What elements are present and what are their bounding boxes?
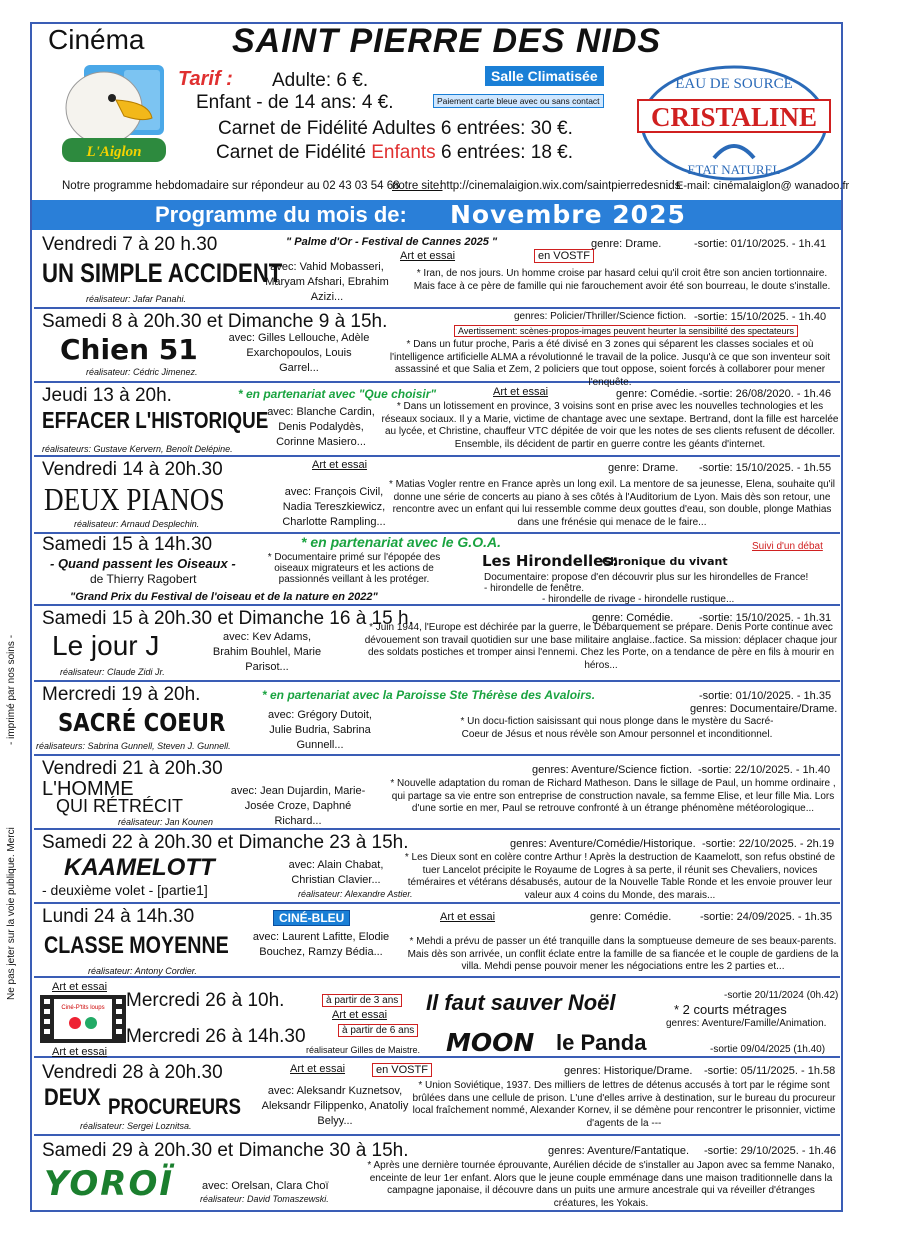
warning-badge: Avertissement: scènes-propos-images peuvent heurter la sensibilité des spectateurs [454, 325, 798, 337]
sponsor-name: CRISTALINE [650, 102, 818, 132]
film-director: réalisateur: Antony Cordier. [88, 966, 197, 976]
tag-vostf: en VOSTF [372, 1063, 432, 1077]
film-title: CLASSE MOYENNE [44, 932, 229, 959]
age-badge-6: à partir de 6 ans [338, 1024, 418, 1037]
film-cast: avec: Alain Chabat, Christian Clavier... [288, 859, 384, 886]
film-director: réalisateur: Arnaud Desplechin. [74, 519, 200, 529]
film-description: * Nouvelle adaptation du roman de Richard Matheson. Dans le sillage de Paul, un homme ordinaire , qui partage sa vie entre son entreprise de construction navale, sa femme Elise, et leur fille Mia. Lors d'une sortie en mer, Paul se retrouve confronté à un étrange phénomène météorologique... [390, 778, 836, 814]
tag-art-essai: Art et essai [312, 459, 368, 471]
film-cast: avec: Orelsan, Clara Choï [202, 1180, 329, 1192]
film-genre: genres: Aventure/Famille/Animation. [666, 1018, 827, 1029]
tag-art-essai: Art et essai [493, 386, 549, 398]
film-genre: genre: Comédie. [590, 911, 672, 923]
film-title: Le jour J [52, 630, 160, 661]
film-yoroi [34, 1136, 840, 1210]
film-date: Samedi 15 à 14h.30 [42, 534, 213, 555]
film-director: réalisateur: Jafar Panahi. [86, 294, 187, 304]
film-description: * Juin 1944, l'Europe est déchirée par la guerre, le Débarquement se prépare. Denis Porte continue avec dévouement son travail quotidien sur une base militaire anglaise..factice. Sa mission: déplacer chaque jour des soldats postiches et tromper ainsi l'ennemi. Chez les Porte, on a tendance de père en fils à mourir en héros... [364, 622, 838, 671]
film-date: Samedi 22 à 20h.30 et Dimanche 23 à 15h. [42, 832, 409, 853]
film-title-b: Les Hirondelles: [482, 552, 619, 570]
tag-debat: Suivi d'un débat [752, 541, 823, 552]
film-cast: avec: François Civil, Nadia Tereszkiewicz, Charlotte Rampling... [282, 486, 386, 528]
film-desc-b1: Documentaire: propose d'en découvrir plus sur les hirondelles de France! [484, 572, 809, 583]
film-title: DEUX PIANOS [44, 481, 225, 517]
film-genre: genres: Historique/Drame. [564, 1065, 693, 1077]
film-note: * en partenariat avec la Paroisse Ste Thérèse des Avaloirs. [262, 688, 596, 702]
carnet-adultes: Carnet de Fidélité Adultes 6 entrées: 30 €. [218, 118, 573, 139]
film-description: * Un docu-fiction saisissant qui nous plonge dans le mystère du Sacré-Coeur de Jésus et nous révèle son Amour personnel et inconditionnel. [460, 716, 774, 740]
film-cast: avec: Laurent Lafitte, Elodie Bouchez, Ramzy Bédia... [252, 931, 390, 958]
film-genre: genres: Aventure/Comédie/Historique. [510, 838, 696, 850]
film-date: Samedi 29 à 20h.30 et Dimanche 30 à 15h. [42, 1140, 409, 1161]
film-title-2b: le Panda [556, 1030, 647, 1055]
film-cast: avec: Jean Dujardin, Marie-Josée Croze, Daphné Richard... [230, 785, 366, 827]
film-note: " Palme d'Or - Festival de Cannes 2025 " [286, 236, 498, 248]
tag-left-art-essai-2: Art et essai [52, 1046, 108, 1058]
film-director: réalisateur: Cédric Jimenez. [86, 367, 198, 377]
film-title: - Quand passent les Oiseaux - [50, 556, 236, 571]
film-classe-moyenne [34, 904, 840, 978]
film-sortie: -sortie: 29/10/2025. - 1h.46 [704, 1145, 837, 1157]
film-note: * en partenariat avec le G.O.A. [301, 534, 501, 550]
programme-month: Novembre 2025 [450, 200, 686, 229]
film-director: réalisateur: David Tomaszewski. [200, 1194, 329, 1204]
film-cast: avec: Blanche Cardin, Denis Podalydès, Corinne Masiero... [267, 406, 375, 448]
film-genre: genre: Comédie. [616, 388, 698, 400]
film-deux-procureurs [34, 1058, 840, 1136]
film-le-jour-j [34, 606, 840, 682]
film-genre: genres: Documentaire/Drame. [690, 703, 838, 715]
price-enfant: Enfant - de 14 ans: 4 €. [196, 92, 394, 113]
film-genre: genre: Comédie. [592, 612, 674, 624]
cinema-label: Cinéma [48, 24, 145, 55]
tag-art-essai: Art et essai [400, 250, 456, 262]
email-line[interactable]: E-mail: cinémalaiglon@ wanadoo.fr [676, 180, 850, 192]
film-director: réalisateurs: Gustave Kervern, Benoît Delépine. [42, 444, 233, 454]
film-date: Lundi 24 à 14h.30 [42, 906, 195, 927]
film-title: UN SIMPLE ACCIDENT [42, 258, 283, 288]
film-title: KAAMELOTT [64, 854, 215, 881]
film-title-2: MOON [446, 1028, 535, 1057]
tag-left-art-essai-1: Art et essai [52, 981, 108, 993]
film-director: réalisateurs: Sabrina Gunnell, Steven J. Gunnell. [36, 741, 231, 751]
film-date: Samedi 8 à 20h.30 et Dimanche 9 à 15h. [42, 311, 388, 332]
film-jeune-public [34, 978, 840, 1058]
film-kaamelott [34, 830, 840, 904]
cine-ptits-loups-logo [40, 995, 126, 1043]
film-desc-b3: - hirondelle de rivage - hirondelle rustique... [542, 594, 735, 605]
tag-art-essai: Art et essai [440, 911, 496, 923]
cristaline-logo [634, 62, 834, 184]
film-description: * Dans un futur proche, Paris a été divisé en 3 zones qui séparent les classes sociales et où l'intelligence artificielle ALMA a révolutionné le travail de la police. Jusqu'à ce que son inventeur soit assassiné et que Salia et Zem, 2 policiers que tout oppose, soient forcés à collaborer pour mener l'enquête. [389, 339, 831, 388]
age-badge-3: à partir de 3 ans [322, 994, 402, 1007]
film-sortie: -sortie: 05/11/2025. - 1h.58 [704, 1065, 836, 1077]
film-date: Mercredi 26 à 10h. [126, 990, 285, 1011]
film-cast: avec: Grégory Dutoit, Julie Budria, Sabrina Gunnell... [268, 709, 372, 751]
film-homme-qui-retrecit [34, 756, 840, 830]
film-genre: genre: Drame. [591, 238, 662, 250]
film-description: * Après une dernière tournée éprouvante, Aurélien décide de s'installer au Japon avec sa femme Nanako, enceinte de leur 1er enfant. Alors que le jeune couple emménage dans une maison traditionnelle dans la campagne japonaise, il découvre dans un puits une armure ancestrale qui va réveiller d'étranges créatures, les Yokais. [367, 1160, 835, 1209]
film-description: * Mehdi a prévu de passer un été tranquille dans la somptueuse demeure de ses beaux-parents. Mais dès son arrivée, un conflit éclate entre la famille de sa fiancée et le couple de gardiens de la villa. Mehdi pense pouvoir mener les négociations entre les 2 parties et... [407, 936, 839, 972]
film-date: Vendredi 28 à 20h.30 [42, 1062, 223, 1083]
film-sortie: -sortie: 15/10/2025. - 1h.40 [694, 311, 827, 323]
film-title-2: QUI RÉTRÉCIT [56, 796, 184, 816]
film-description: * Matias Vogler rentre en France après un long exil. La mentore de sa jeunesse, Elena, souhaite qu'il donne une série de concerts au piano à ses côtés à l'Auditorium de Lyon. Mais dès son retour, une rencontre avec un enfant qui lui ressemble comme deux gouttes d'eau, son double, plonge Mathias dans une frénésie qui menace de le faire... [388, 479, 836, 528]
film-date: Jeudi 13 à 20h. [42, 385, 172, 406]
site-label: notre site: [392, 180, 443, 192]
logo-text: L'Aiglon [86, 144, 142, 160]
film-title: Chien 51 [60, 333, 198, 366]
film-sortie-2: -sortie 09/04/2025 (1h.40) [710, 1044, 826, 1055]
film-director: réalisateur Gilles de Maistre. [306, 1045, 421, 1055]
film-note: * en partenariat avec "Que choisir" [238, 387, 437, 401]
film-description: * Les Dieux sont en colère contre Arthur ! Après la destruction de Kaamelott, son refus obstiné de tuer Lancelot précipite le Royaume de Logres à sa perte, il réunit ses Chevaliers, novices téméraires et vétérans désabusés, autour de la Nouvelle Table Ronde et les envoie prouver leur valeur aux 4 coins du Monde, des marais... [404, 852, 836, 901]
film-director: réalisateur: Alexandre Astier. [298, 889, 413, 899]
paiement-badge: Paiement carte bleue avec ou sans contact [433, 94, 604, 108]
film-desc-b2: - hirondelle de fenêtre. [484, 583, 585, 594]
film-date: Mercredi 19 à 20h. [42, 684, 201, 705]
programme-banner [32, 200, 841, 230]
price-adulte: Adulte: 6 €. [272, 70, 369, 91]
film-title-b2: Chronique du vivant [602, 555, 728, 568]
film-genre: genre: Drame. [608, 462, 679, 474]
sponsor-bottom: ETAT NATUREL [687, 162, 781, 177]
film-date: Samedi 15 à 20h.30 et Dimanche 16 à 15 h. [42, 608, 414, 629]
film-genre: genres: Aventure/Fantatique. [548, 1145, 690, 1157]
page-title: SAINT PIERRE DES NIDS [232, 22, 662, 60]
tarif-label: Tarif : [178, 68, 233, 90]
film-description: * Union Soviétique, 1937. Des milliers de lettres de détenus accusés à tort par le régime sont brûlées dans une cellule de prison. L'une d'elles arrive à destination, sur le bureau du procureur local fraîchement nommé, Alexander Kornev, il se démène pour rencontrer le prisonnier, victime d'agents de la --- [412, 1080, 836, 1129]
film-sortie: -sortie: 15/10/2025. - 1h.55 [699, 462, 832, 474]
film-award: "Grand Prix du Festival de l'oiseau et de la nature en 2022" [70, 591, 378, 603]
film-director: réalisateur: Sergei Loznitsa. [80, 1121, 192, 1131]
repondeur-line: Notre programme hebdomadaire sur répondeur au 02 43 03 54 68 [62, 180, 400, 192]
film-note: * 2 courts métrages [674, 1002, 787, 1017]
film-title: DEUX [44, 1084, 101, 1111]
film-title: EFFACER L'HISTORIQUE [42, 407, 269, 433]
film-deux-pianos [34, 457, 840, 534]
film-director: de Thierry Ragobert [90, 572, 197, 586]
tag-art-essai: Art et essai [290, 1063, 346, 1075]
film-sortie: -sortie: 15/10/2025. - 1h.31 [699, 612, 832, 624]
carnet-enfants-pre: Carnet de Fidélité [216, 142, 366, 163]
side-text-left: Ne pas jeter sur la voie publique. Merci [6, 827, 17, 1000]
carnet-enfants-red: Enfants [371, 142, 436, 163]
film-sortie: -sortie: 22/10/2025. - 1h.40 [698, 764, 831, 776]
film-title: L'HOMME [42, 778, 134, 800]
film-description: * Documentaire primé sur l'épopée des oiseaux migrateurs et les actions de passionnés veillant à les protéger. [267, 552, 441, 585]
film-sortie: -sortie: 26/08/2020. - 1h.46 [699, 388, 832, 400]
film-oiseaux-hirondelles [34, 534, 840, 606]
film-sortie: -sortie: 01/10/2025. - 1h.41 [694, 238, 827, 250]
film-title-2: PROCUREURS [108, 1094, 241, 1119]
carnet-enfants [216, 142, 573, 164]
film-description: * Iran, de nos jours. Un homme croise par hasard celui qu'il croit être son ancien tortionnaire. Mais face à ce père de famille qui nie farouchement avoir été son bourreau, le doute s'installe. [413, 268, 831, 292]
film-title: YOROÏ [44, 1164, 175, 1204]
film-cast: avec: Kev Adams, Brahim Bouhlel, Marie Parisot... [212, 631, 322, 673]
eagle-logo [54, 60, 174, 170]
carnet-enfants-post: 6 entrées: 18 €. [440, 142, 574, 163]
film-chien-51 [34, 309, 840, 388]
film-title-2: - deuxième volet - [partie1] [42, 882, 208, 898]
film-effacer-historique [34, 383, 840, 457]
film-date: Vendredi 21 à 20h.30 [42, 758, 223, 779]
film-director: réalisateur: Jan Kounen [118, 817, 214, 827]
film-sortie: -sortie 20/11/2024 (0h.42) [724, 990, 839, 1001]
tag-art-essai: Art et essai [332, 1009, 388, 1021]
film-cast: avec: Vahid Mobasseri, Maryam Afshari, Ebrahim Azizi... [265, 261, 389, 303]
film-genre: genres: Policier/Thriller/Science fiction. [514, 311, 687, 322]
tag-vostf: en VOSTF [534, 249, 594, 263]
cine-bleu-badge: CINÉ-BLEU [273, 910, 350, 926]
film-title: SACRÉ COEUR [58, 708, 226, 737]
film-description: * Dans un lotissement en province, 3 voisins sont en prise avec les nouvelles technologies et les réseaux sociaux. Il y a Marie, victime de chantage avec une sextape. Bertrand, dont la fille est harcelée au lycée, et Christine, chauffeur VTC dépitée de voir que les notes de ses clients refusent de décoller. Ensemble, ils décident de partir en guerre contre les géants d'internet. [381, 401, 839, 450]
film-sortie: -sortie: 24/09/2025. - 1h.35 [700, 911, 833, 923]
film-cast: avec: Aleksandr Kuznetsov, Aleksandr Filippenko, Anatoliy Belyy... [261, 1085, 409, 1127]
side-text-right: - imprimé par nos soins - [6, 634, 17, 745]
film-date: Vendredi 7 à 20 h.30 [42, 234, 218, 255]
salle-climatisee-badge: Salle Climatisée [485, 66, 604, 86]
film-date-2: Mercredi 26 à 14h.30 [126, 1026, 306, 1047]
film-un-simple-accident [34, 232, 840, 309]
programme-label: Programme du mois de: [155, 202, 407, 227]
film-sortie: -sortie: 22/10/2025. - 2h.19 [702, 838, 835, 850]
film-genre: genres: Aventure/Science fiction. [532, 764, 693, 776]
sponsor-top: EAU DE SOURCE [675, 76, 793, 92]
film-sacre-coeur [34, 682, 840, 756]
logo-text: Ciné-P'tits loups [61, 1005, 105, 1011]
film-cast: avec: Gilles Lellouche, Adèle Exarchopoulos, Louis Garrel... [228, 332, 370, 374]
film-director: réalisateur: Claude Zidi Jr. [60, 667, 165, 677]
film-date: Vendredi 14 à 20h.30 [42, 459, 223, 480]
site-link[interactable]: http://cinemalaigion.wix.com/saintpierredesnids [440, 180, 681, 192]
film-title: Il faut sauver Noël [426, 990, 616, 1015]
film-sortie: -sortie: 01/10/2025. - 1h.35 [699, 690, 832, 702]
